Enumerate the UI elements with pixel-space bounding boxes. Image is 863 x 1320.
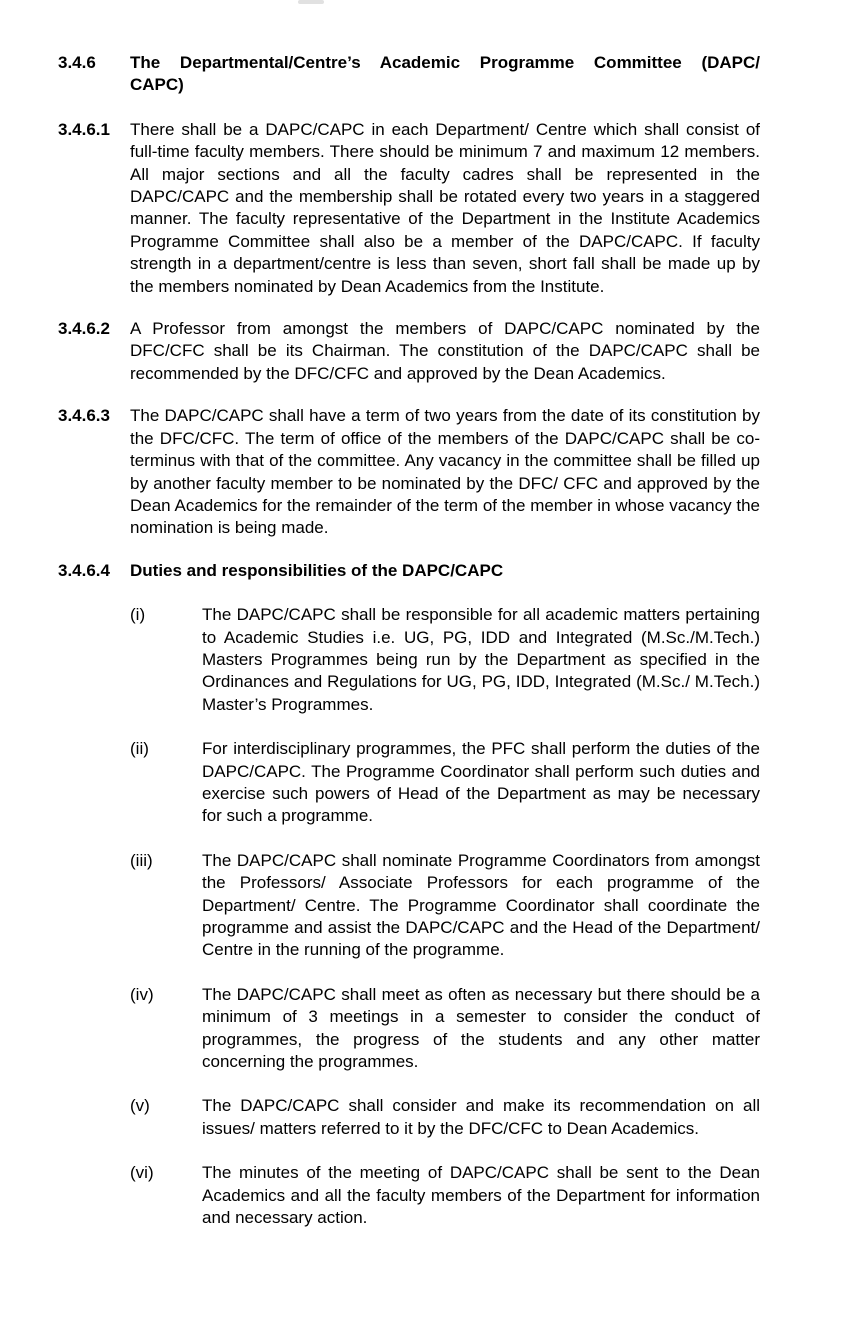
duties-heading: Duties and responsibilities of the DAPC/CAPC xyxy=(130,560,504,580)
heading-title-line2: CAPC) xyxy=(130,75,184,95)
list-item xyxy=(130,1095,760,1140)
list-item xyxy=(130,850,760,962)
item-marker: (vi) xyxy=(130,1163,154,1183)
heading-title xyxy=(130,52,760,97)
item-text: The minutes of the meeting of DAPC/CAPC shall be sent to the Dean Academics and all the faculty members of the Department for information and necessary action. xyxy=(202,1163,760,1228)
item-marker: (i) xyxy=(130,605,146,625)
section-heading xyxy=(58,52,760,97)
clause-number: 3.4.6.2 xyxy=(58,319,110,339)
item-marker: (iv) xyxy=(130,984,154,1004)
clause-3-4-6-1 xyxy=(58,119,760,298)
item-text: The DAPC/CAPC shall consider and make its recommendation on all issues/ matters referred to it by the DFC/CFC to Dean Academics. xyxy=(202,1096,760,1138)
item-marker: (iii) xyxy=(130,850,153,870)
clause-3-4-6-3 xyxy=(58,405,760,539)
item-text: For interdisciplinary programmes, the PFC shall perform the duties of the DAPC/CAPC. The Programme Coordinator shall perform such duties and exercise such powers of Head of the Department as may be necessary for such a programme. xyxy=(202,739,760,826)
list-item xyxy=(130,984,760,1074)
heading-title-line1: The Departmental/Centre’s Academic Programme Committee (DAPC/ xyxy=(130,53,760,72)
clause-number: 3.4.6.3 xyxy=(58,406,110,426)
scan-artifact xyxy=(298,0,324,4)
item-marker: (v) xyxy=(130,1096,150,1116)
clause-text: There shall be a DAPC/CAPC in each Department/ Centre which shall consist of full-time faculty members. There should be minimum 7 and maximum 12 members. All major sections and all the faculty cadres shall be represented in the DAPC/CAPC and the membership shall be rotated every two years in a staggered manner. The faculty representative of the Department in the Institute Academics Programme Committee shall also be a member of the DAPC/CAPC. If faculty strength in a department/centre is less than seven, short fall shall be made up by the members nominated by Dean Academics from the Institute. xyxy=(130,119,760,296)
list-item xyxy=(130,738,760,828)
clause-text: The DAPC/CAPC shall have a term of two years from the date of its constitution by the DFC/CFC. The term of office of the members of the DAPC/CAPC shall be co-terminus with that of the committee. Any vacancy in the committee shall be filled up by another faculty member to be nominated by the DFC/ CFC and approved by the Dean Academics for the remainder of the term of the member in whose vacancy the nomination is being made. xyxy=(130,406,760,538)
item-text: The DAPC/CAPC shall nominate Programme Coordinators from amongst the Professors/ Associate Professors for each programme of the Department/ Centre. The Programme Coordinator shall coordinate the programme and assist the DAPC/CAPC and the Head of the Department/ Centre in the running of the programme. xyxy=(202,850,760,960)
clause-number: 3.4.6.4 xyxy=(58,560,110,580)
clause-3-4-6-2 xyxy=(58,318,760,385)
duties-list xyxy=(130,604,760,1229)
heading-number: 3.4.6 xyxy=(58,53,96,72)
item-marker: (ii) xyxy=(130,739,149,759)
clause-number: 3.4.6.1 xyxy=(58,119,110,139)
clause-body xyxy=(130,560,760,1252)
list-item xyxy=(130,1162,760,1229)
clause-3-4-6-4 xyxy=(58,560,760,1252)
item-text: The DAPC/CAPC shall meet as often as necessary but there should be a minimum of 3 meetings in a semester to consider the conduct of programmes, the progress of the students and any other matter concerning the programmes. xyxy=(202,984,760,1072)
item-text: The DAPC/CAPC shall be responsible for all academic matters pertaining to Academic Studies i.e. UG, PG, IDD and Integrated (M.Sc./M.Tech.) Masters Programmes being run by the Department as specified in the Ordinances and Regulations for UG, PG, IDD, Integrated (M.Sc./ M.Tech.) Master’s Programmes. xyxy=(202,605,760,714)
list-item xyxy=(130,604,760,716)
clause-text: A Professor from amongst the members of DAPC/CAPC nominated by the DFC/CFC shall be its Chairman. The constitution of the DAPC/CAPC shall be recommended by the DFC/CFC and approved by the Dean Academics. xyxy=(130,319,760,383)
